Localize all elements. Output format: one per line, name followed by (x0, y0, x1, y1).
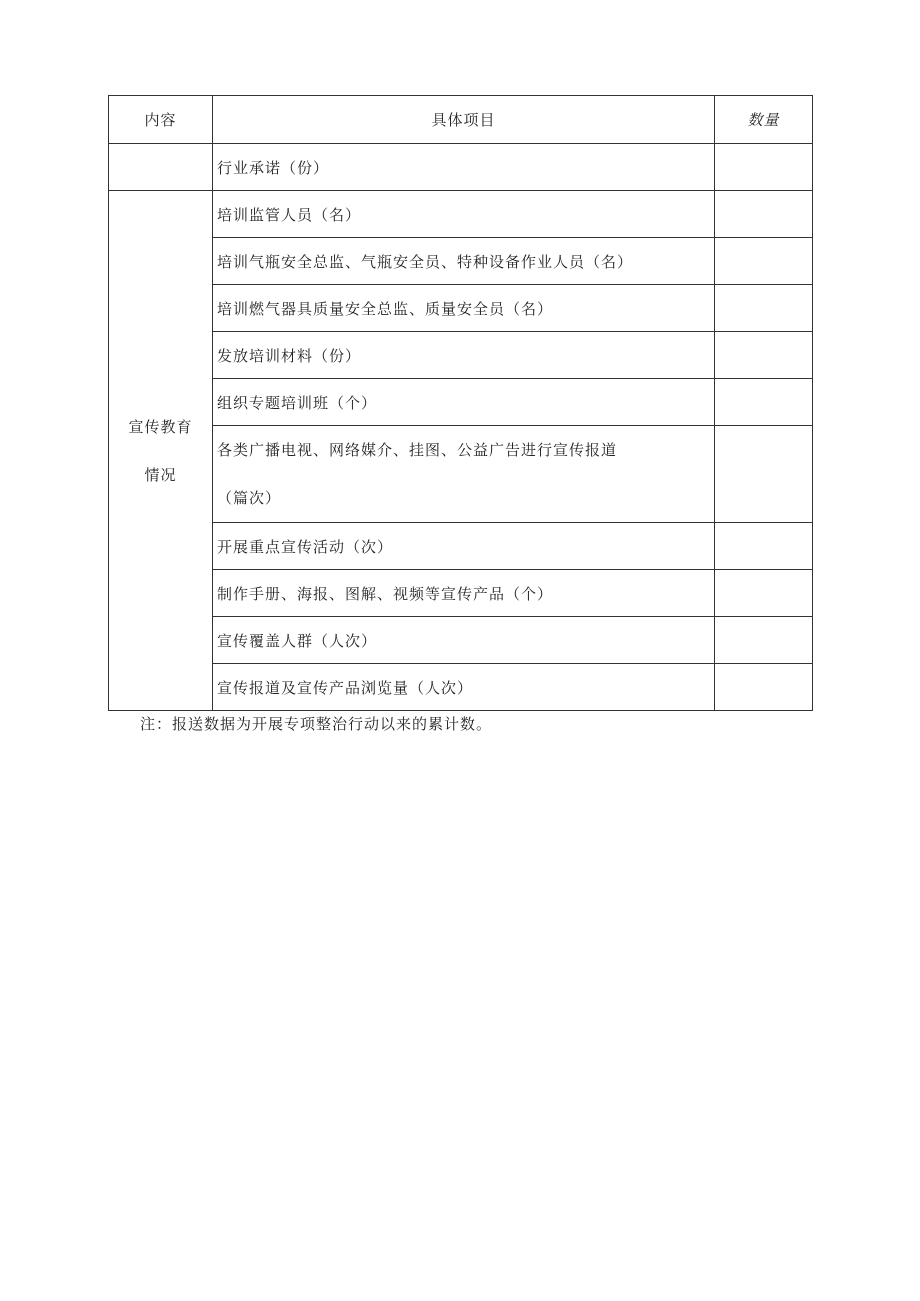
item-cell: 培训燃气器具质量安全总监、质量安全员（名） (213, 285, 715, 332)
item-cell: 行业承诺（份） (213, 144, 715, 191)
item-cell: 宣传覆盖人群（人次） (213, 617, 715, 664)
item-cell: 制作手册、海报、图解、视频等宣传产品（个） (213, 570, 715, 617)
category-cell-empty (109, 144, 213, 191)
item-cell: 宣传报道及宣传产品浏览量（人次） (213, 664, 715, 711)
table-row (109, 617, 813, 664)
table-row (109, 144, 813, 191)
quantity-input-cell[interactable] (715, 523, 813, 570)
item-cell (213, 426, 715, 523)
item-cell: 组织专题培训班（个） (213, 379, 715, 426)
quantity-input-cell[interactable] (715, 426, 813, 523)
table-header-row (109, 96, 813, 144)
quantity-input-cell[interactable] (715, 617, 813, 664)
category-cell (109, 191, 213, 711)
quantity-input-cell[interactable] (715, 570, 813, 617)
quantity-input-cell[interactable] (715, 238, 813, 285)
category-label-line1: 宣传教育 (128, 417, 193, 436)
category-label-line2: 情况 (144, 465, 177, 484)
quantity-input-cell[interactable] (715, 379, 813, 426)
table-row (109, 664, 813, 711)
table-row (109, 191, 813, 238)
item-text-line1: 各类广播电视、网络媒介、挂图、公益广告进行宣传报道 (217, 441, 618, 459)
item-cell: 培训监管人员（名） (213, 191, 715, 238)
item-cell: 开展重点宣传活动（次） (213, 523, 715, 570)
table-row (109, 332, 813, 379)
quantity-input-cell[interactable] (715, 664, 813, 711)
table-row (109, 523, 813, 570)
quantity-input-cell[interactable] (715, 332, 813, 379)
item-cell: 发放培训材料（份） (213, 332, 715, 379)
table-row (109, 379, 813, 426)
table-row (109, 238, 813, 285)
table-row (109, 426, 813, 523)
item-text-line2: （篇次） (217, 489, 282, 507)
quantity-input-cell[interactable] (715, 285, 813, 332)
header-content: 内容 (109, 96, 213, 144)
quantity-input-cell[interactable] (715, 191, 813, 238)
footnote: 注：报送数据为开展专项整治行动以来的累计数。 (140, 715, 493, 733)
header-quantity: 数量 (715, 96, 813, 144)
table-row (109, 570, 813, 617)
table-row (109, 285, 813, 332)
header-item: 具体项目 (213, 96, 715, 144)
quantity-input-cell[interactable] (715, 144, 813, 191)
statistics-table (108, 95, 813, 711)
item-cell: 培训气瓶安全总监、气瓶安全员、特种设备作业人员（名） (213, 238, 715, 285)
